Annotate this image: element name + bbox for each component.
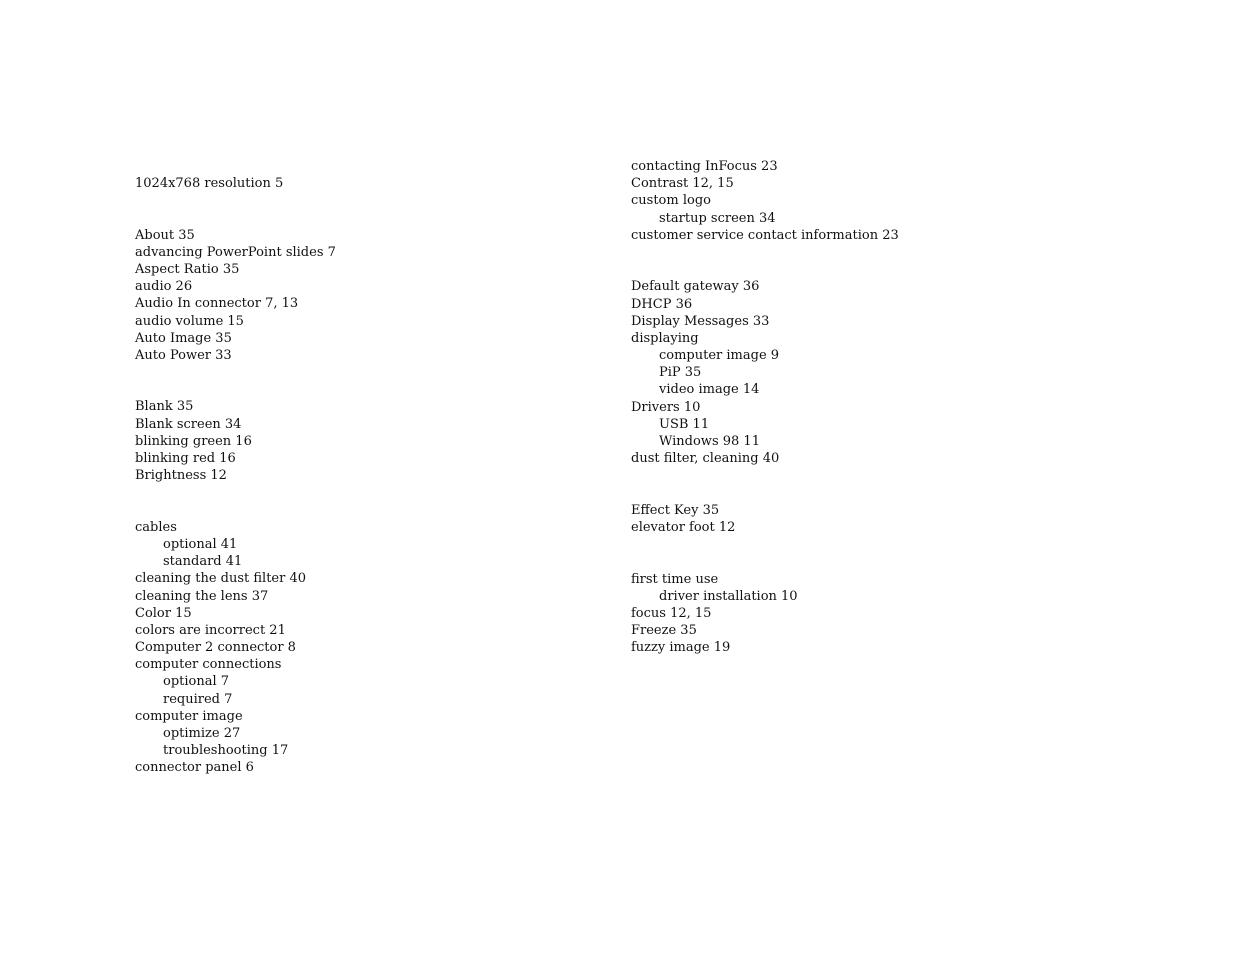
index-entry: focus 12, 15: [631, 605, 712, 621]
index-subentry: driver installation 10: [659, 588, 798, 604]
index-entry: connector panel 6: [135, 760, 254, 776]
index-entry: Aspect Ratio 35: [135, 261, 240, 277]
group-spacer: [135, 484, 575, 518]
index-entry: cleaning the dust filter 40: [135, 571, 307, 587]
index-entry: 1024x768 resolution 5: [135, 176, 284, 191]
index-entry: audio 26: [135, 279, 193, 295]
group-spacer: [135, 364, 575, 398]
index-entry: fuzzy image 19: [631, 640, 731, 656]
index-letter-group: [631, 278, 1111, 467]
index-entry: DHCP 36: [631, 296, 693, 312]
index-entry: elevator foot 12: [631, 519, 736, 535]
group-spacer: [631, 536, 1111, 570]
index-subentry: video image 14: [659, 382, 760, 398]
index-entry: computer connections: [135, 657, 282, 673]
index-subentry: Windows 98 11: [659, 434, 760, 450]
index-entry: Auto Image 35: [135, 330, 232, 346]
index-subentry: optional 7: [163, 674, 230, 690]
group-spacer: [631, 244, 1111, 278]
index-entry: Brightness 12: [135, 468, 227, 484]
index-subentry: required 7: [163, 691, 233, 707]
index-letter-group: [631, 158, 1111, 244]
index-letter-group: [135, 227, 575, 365]
index-subentry: standard 41: [163, 554, 243, 570]
index-column-right: [631, 158, 1111, 656]
index-entry: Computer 2 connector 8: [135, 640, 296, 656]
index-subentry: USB 11: [659, 416, 710, 432]
index-entry: Drivers 10: [631, 399, 701, 415]
index-letter-group: [135, 519, 575, 777]
index-entry: dust filter, cleaning 40: [631, 451, 780, 467]
index-letter-group: [135, 175, 575, 192]
index-entry: Display Messages 33: [631, 313, 770, 329]
index-entry: Auto Power 33: [135, 347, 232, 363]
index-entry: audio volume 15: [135, 313, 244, 329]
index-entry: Blank 35: [135, 399, 194, 415]
index-subentry: optional 41: [163, 536, 238, 552]
index-subentry: startup screen 34: [659, 210, 776, 226]
index-entry: displaying: [631, 330, 699, 346]
group-spacer: [631, 467, 1111, 501]
index-subentry: optimize 27: [163, 726, 241, 742]
index-entry: first time use: [631, 571, 719, 587]
index-entry: custom logo: [631, 193, 711, 209]
index-entry: Blank screen 34: [135, 416, 242, 432]
index-entry: Default gateway 36: [631, 279, 760, 295]
index-entry: About 35: [135, 227, 195, 243]
index-entry: Freeze 35: [631, 623, 697, 639]
index-entry: contacting InFocus 23: [631, 159, 778, 174]
index-entry: Color 15: [135, 605, 192, 621]
index-entry: advancing PowerPoint slides 7: [135, 244, 336, 260]
index-entry: cables: [135, 519, 177, 535]
index-letter-group: [135, 398, 575, 484]
index-entry: Effect Key 35: [631, 502, 720, 518]
index-entry: customer service contact information 23: [631, 227, 899, 243]
index-entry: blinking green 16: [135, 433, 252, 449]
index-subentry: computer image 9: [659, 348, 780, 364]
index-subentry: PiP 35: [659, 365, 702, 381]
index-letter-group: [631, 571, 1111, 657]
index-entry: cleaning the lens 37: [135, 588, 269, 604]
index-entry: blinking red 16: [135, 451, 236, 467]
index-letter-group: [631, 502, 1111, 536]
index-entry: colors are incorrect 21: [135, 622, 286, 638]
index-entry: Audio In connector 7, 13: [135, 296, 299, 312]
index-subentry: troubleshooting 17: [163, 743, 289, 759]
group-spacer: [135, 192, 575, 226]
index-entry: computer image: [135, 708, 243, 724]
index-column-left: [135, 175, 575, 777]
index-entry: Contrast 12, 15: [631, 176, 734, 192]
